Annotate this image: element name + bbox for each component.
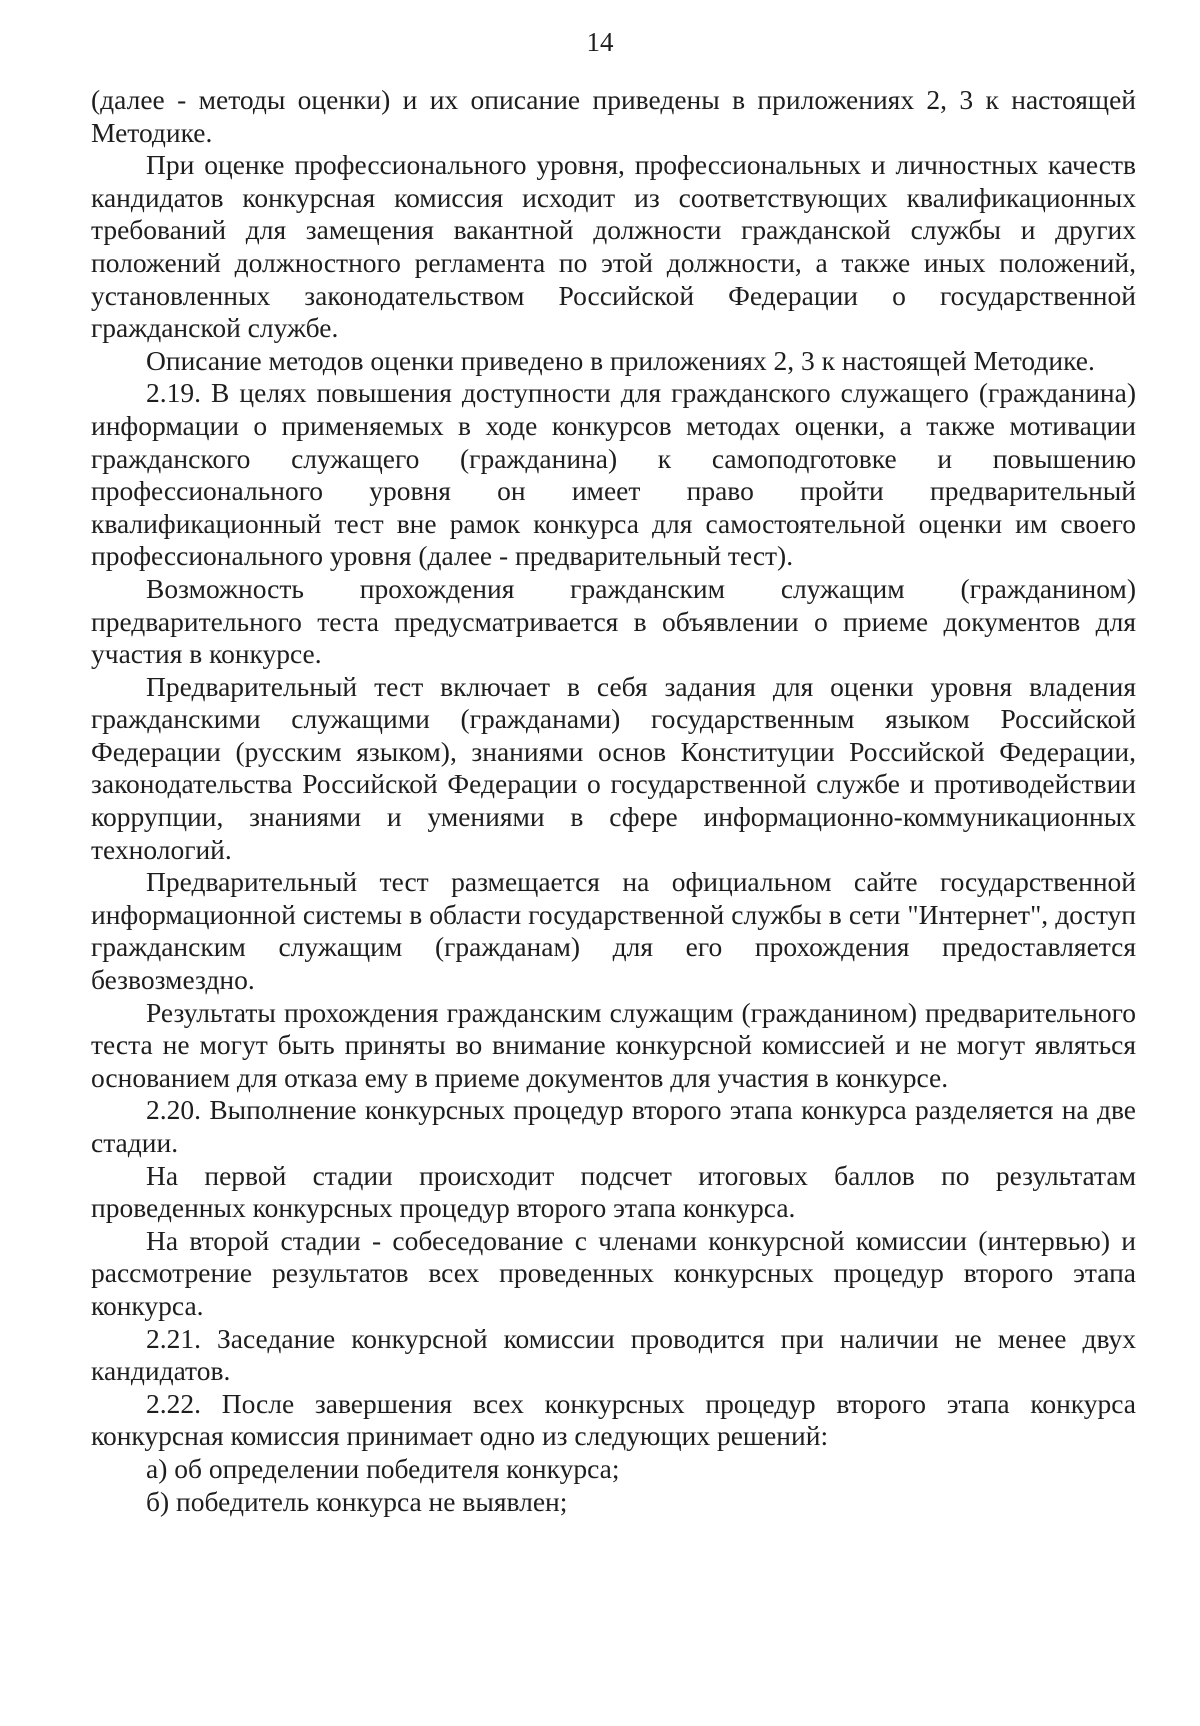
document-body — [91, 84, 1136, 1518]
paragraph-test-contents: Предварительный тест включает в себя задания для оценки уровня владения гражданскими служащими (гражданами) государственным языком Российской Федерации (русским языком), знаниями основ Конституции Российской Федерации, законодательства Российской Федерации о государственной службе и противодействии коррупции, знаниями и умениями в сфере информационно-коммуникационных технологий. — [91, 670, 1136, 865]
paragraph-methods-description: Описание методов оценки приведено в приложениях 2, 3 к настоящей Методике. — [146, 344, 1095, 376]
paragraph-test-availability: Возможность прохождения гражданским служащим (гражданином) предварительного теста предусматривается в объявлении о приеме документов для участия в конкурсе. — [91, 572, 1136, 670]
page-number: 14 — [586, 27, 614, 57]
paragraph-clause-2-21: 2.21. Заседание конкурсной комиссии проводится при наличии не менее двух кандидатов. — [91, 1322, 1136, 1387]
paragraph-continuation: (далее - методы оценки) и их описание приведены в приложениях 2, 3 к настоящей Методике. — [91, 84, 1136, 148]
paragraph-test-results: Результаты прохождения гражданским служащим (гражданином) предварительного теста не могут быть приняты во внимание конкурсной комиссией и не могут являться основанием для отказа ему в приеме документов для участия в конкурсе. — [91, 996, 1136, 1093]
paragraph-clause-2-22: 2.22. После завершения всех конкурсных процедур второго этапа конкурса конкурсная комиссия принимает одно из следующих решений: — [91, 1387, 1136, 1452]
list-item-decision-b: б) победитель конкурса не выявлен; — [146, 1485, 568, 1517]
paragraph-clause-2-19: 2.19. В целях повышения доступности для гражданского служащего (гражданина) информации о применяемых в ходе конкурсов методах оценки, а также мотивации гражданского служащего (гражданина) к самоподготовке и повышению профессионального уровня он имеет право пройти предварительный квалификационный тест вне рамок конкурса для самостоятельной оценки им своего профессионального уровня (далее - предварительный тест). — [91, 377, 1136, 572]
paragraph-first-stage: На первой стадии происходит подсчет итоговых баллов по результатам проведенных конкурсных процедур второго этапа конкурса. — [91, 1159, 1136, 1224]
paragraph-second-stage: На второй стадии - собеседование с членами конкурсной комиссии (интервью) и рассмотрение результатов всех проведенных конкурсных процедур второго этапа конкурса. — [91, 1224, 1136, 1321]
list-item-decision-a: а) об определении победителя конкурса; — [146, 1452, 620, 1484]
paragraph-clause-2-20: 2.20. Выполнение конкурсных процедур второго этапа конкурса разделяется на две стадии. — [91, 1094, 1136, 1158]
paragraph-assessment-criteria: При оценке профессионального уровня, профессиональных и личностных качеств кандидатов конкурсная комиссия исходит из соответствующих квалификационных требований для замещения вакантной должности гражданской службы и других положений должностного регламента по этой должности, а также иных положений, установленных законодательством Российской Федерации о государственной гражданской службе. — [91, 149, 1136, 344]
paragraph-test-placement: Предварительный тест размещается на официальном сайте государственной информационной системы в области государственной службы в сети "Интернет", доступ гражданским служащим (гражданам) для его прохождения предоставляется безвозмездно. — [91, 866, 1136, 996]
